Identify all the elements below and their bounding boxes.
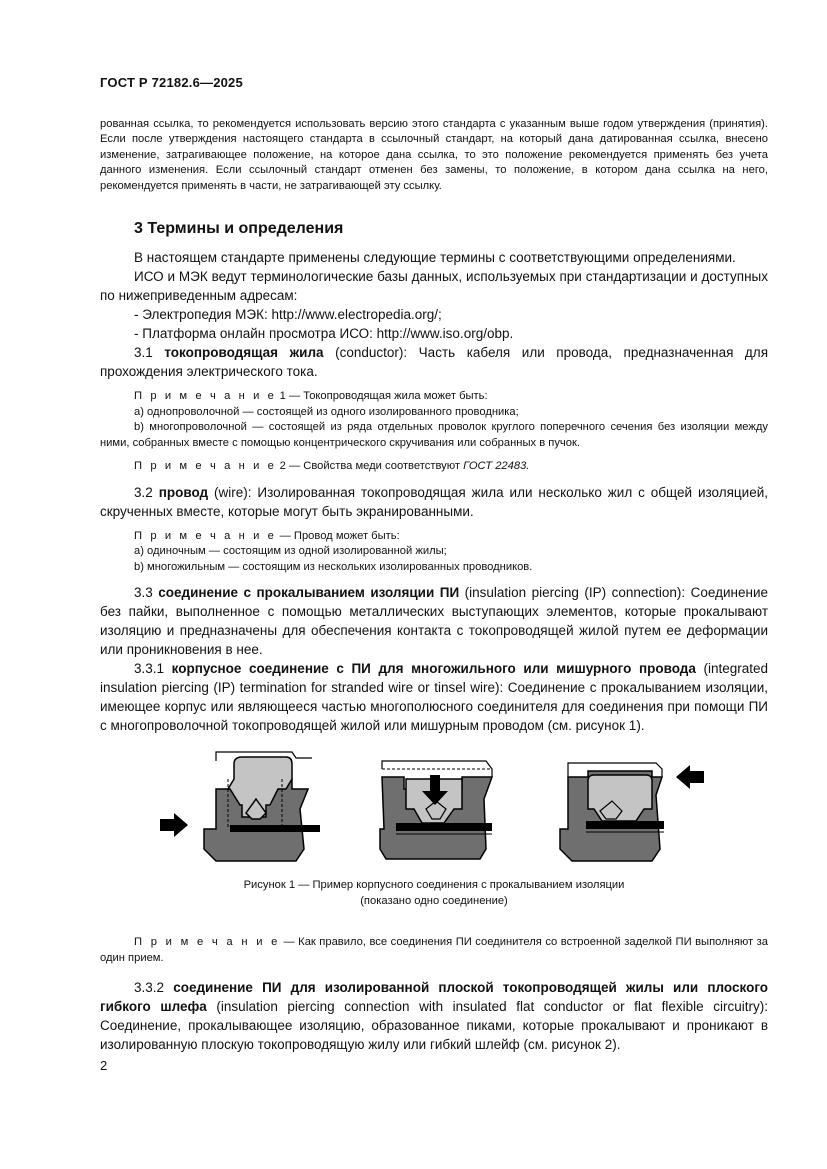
term-number: 3.3 xyxy=(134,585,159,601)
wire-3 xyxy=(586,821,664,829)
note-3-1-1-b: b) многопроволочной — состоящей из ряда отдельных проволок круглого поперечного сечения без изоляции между ними, собранных вместе с помощью концентрического скручивания или собранных в пучок. xyxy=(100,421,768,449)
wire-1 xyxy=(230,825,320,832)
note-label: П р и м е ч а н и е xyxy=(134,460,277,473)
term-name: провод xyxy=(158,484,209,500)
note-3-2 xyxy=(100,529,768,545)
note-text: 1 — Токопроводящая жила может быть: xyxy=(276,390,488,403)
section-heading: 3 Термины и определения xyxy=(134,220,344,238)
term-definition: (wire): Изолированная токопроводящая жила или несколько жил с общей изоляцией, скрученных вместе, которые могут быть экранированными. xyxy=(100,484,768,519)
term-name: соединение с прокалыванием изоляции ПИ xyxy=(158,585,460,601)
note-3-2-a: a) одиночным — состоящим из одной изолированной жилы; xyxy=(134,545,447,558)
term-name: корпусное соединение с ПИ для многожильного или мишурного провода xyxy=(171,661,696,677)
note-label: П р и м е ч а н и е xyxy=(134,936,280,949)
note-figure-1 xyxy=(100,935,768,966)
standard-reference: ГОСТ 22483. xyxy=(463,460,530,473)
note-label: П р и м е ч а н и е xyxy=(134,390,277,403)
note-3-1-1 xyxy=(100,389,768,405)
term-number: 3.3.2 xyxy=(134,980,174,996)
term-3-1 xyxy=(100,343,768,381)
note-3-2-b: b) многожильным — состоящим из нескольких изолированных проводников. xyxy=(134,560,533,573)
page-content xyxy=(100,117,768,1054)
term-3-3-1 xyxy=(100,659,768,735)
term-number: 3.3.1 xyxy=(134,661,172,677)
note-text: — Провод может быть: xyxy=(276,529,400,542)
link-electropedia: - Электропедия МЭК: http://www.electropedia.org/; xyxy=(134,307,442,323)
continued-paragraph: рованная ссылка, то рекомендуется использовать версию этого стандарта с указанным выше годом утверждения (принятия). Если после утверждения настоящего стандарта в ссылочный стандарт, на который дана датированная ссылка, внесено изменение, затрагивающее положение, на которое дана ссылка, то это положение рекомендуется применять без учета данного изменения. Если ссылочный стандарт отменен без замены, то положение, в котором дана ссылка на него, рекомендуется применять в части, не затрагивающей эту ссылку. xyxy=(100,118,768,192)
page-number: 2 xyxy=(100,1058,108,1073)
note-label: П р и м е ч а н и е xyxy=(134,529,277,542)
running-header: ГОСТ Р 72182.6—2025 xyxy=(100,75,243,90)
figure-1 xyxy=(100,749,768,867)
term-3-2 xyxy=(100,483,768,521)
arrow-left-icon xyxy=(676,765,704,789)
term-definition: (insulation piercing (IP) connection): Соединение без пайки, выполненное с помощью металлических выступающих элементов, которые прокалывают изоляцию и предназначены для обеспечения контакта с токопроводящей жилой путем ее деформации или проникновения в нее. xyxy=(100,585,768,658)
ip-connector-stage-1 xyxy=(160,752,320,861)
term-3-3-2 xyxy=(100,978,768,1054)
ip-connector-stage-3 xyxy=(560,763,704,861)
note-3-1-2 xyxy=(100,459,768,475)
term-3-3 xyxy=(100,583,768,659)
section-intro-1: В настоящем стандарте применены следующие термины с соответствующими определениями. xyxy=(134,250,736,266)
note-3-1-1-a: a) однопроволочной — состоящей из одного изолированного проводника; xyxy=(134,405,519,418)
ip-connector-stage-2 xyxy=(380,761,492,859)
term-definition: (conductor): Часть кабеля или провода, предназначенная для прохождения электрического тока. xyxy=(100,345,768,380)
section-intro-2: ИСО и МЭК ведут терминологические базы данных, используемых при стандартизации и доступных по нижеприведенным адресам: xyxy=(100,269,768,304)
term-name: токопроводящая жила xyxy=(164,345,324,361)
term-definition: (integrated insulation piercing (IP) termination for stranded wire or tinsel wire): Соединение с прокалыванием изоляции, имеющее корпус или являющееся частью многополюсного соединителя для соединения при помощи ПИ с многопроволочной токопроводящей жилой или мишурным проводом (см. рисунок 1). xyxy=(100,661,769,734)
caption-line-2: (показано одно соединение) xyxy=(360,895,508,908)
term-definition: (insulation piercing connection with insulated flat conductor or flat flexible circuitry): Соединение, прокалывающее изоляцию, образованное пиками, которые прокалывают и проникают в изолированную плоскую токопроводящую жилу или гибкий шлейф (см. рисунок 2). xyxy=(100,999,768,1053)
link-iso-obp: - Платформа онлайн просмотра ИСО: http://www.iso.org/obp. xyxy=(134,326,514,342)
term-name: соединение ПИ для изолированной плоской токопроводящей жилы или плоского гибкого шлефа xyxy=(100,980,769,1015)
arrow-right-icon xyxy=(160,813,188,837)
caption-line-1: Рисунок 1 — Пример корпусного соединения с прокалыванием изоляции xyxy=(243,879,625,892)
term-number: 3.2 xyxy=(134,484,159,500)
wire-2 xyxy=(396,823,492,831)
note-text: 2 — Свойства меди соответствуют xyxy=(276,460,464,473)
figure-1-caption xyxy=(100,877,768,909)
term-number: 3.1 xyxy=(134,345,165,361)
figure-1-drawing xyxy=(100,749,768,867)
note-text: — Как правило, все соединения ПИ соединителя со встроенной заделкой ПИ выполняют за один прием. xyxy=(100,936,769,964)
